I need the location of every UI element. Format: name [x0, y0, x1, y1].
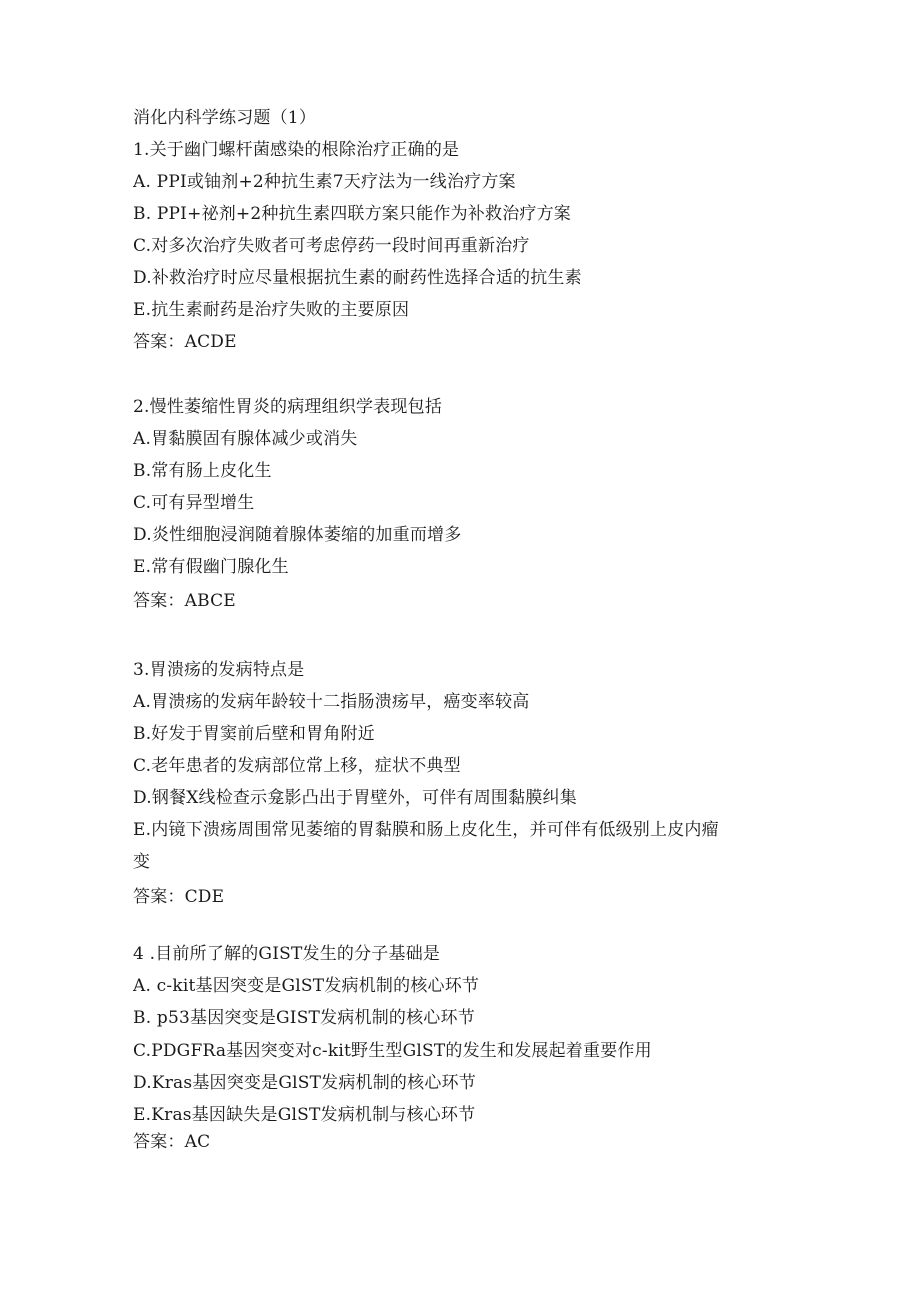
question-4-option-b: B. p53基因突变是GIST发病机制的核心环节 [133, 1008, 475, 1028]
question-2-option-c: C.可有异型增生 [133, 493, 255, 513]
question-1-option-b: B. PPI+祕剂+2种抗生素四联方案只能作为补救治疗方案 [133, 204, 571, 224]
question-1-answer: 答案：ACDE [133, 332, 237, 352]
question-3-answer: 答案：CDE [133, 887, 225, 907]
question-2-option-d: D.炎性细胞浸润随着腺体萎缩的加重而增多 [133, 525, 462, 545]
document-title: 消化内科学练习题（1） [133, 108, 317, 128]
question-4-stem: 4 .目前所了解的GIST发生的分子基础是 [133, 944, 441, 964]
question-4-option-a: A. c-kit基因突变是GlST发病机制的核心环节 [133, 976, 480, 996]
question-4-option-c: C.PDGFRa基因突变对c-kit野生型GlST的发生和发展起着重要作用 [133, 1041, 652, 1061]
question-1-option-d: D.补救治疗时应尽量根据抗生素的耐药性选择合适的抗生素 [133, 268, 582, 288]
question-3-option-e: E.内镜下溃疡周围常见萎缩的胃黏膜和肠上皮化生，并可伴有低级别上皮内瘤 [133, 820, 719, 840]
question-4-answer: 答案：AC [133, 1132, 211, 1152]
question-3-option-a: A.胃溃疡的发病年龄较十二指肠溃疡早，癌变率较高 [133, 692, 530, 712]
question-2-answer: 答案：ABCE [133, 591, 236, 611]
question-2-option-b: B.常有肠上皮化生 [133, 461, 272, 481]
question-3-option-e-continued: 变 [133, 852, 151, 872]
question-1-stem: 1.关于幽门螺杆菌感染的根除治疗正确的是 [133, 140, 460, 160]
question-3-option-b: B.好发于胃窦前后壁和胃角附近 [133, 724, 375, 744]
question-1-option-c: C.对多次治疗失败者可考虑停药一段时间再重新治疗 [133, 236, 530, 256]
question-3-option-c: C.老年患者的发病部位常上移，症状不典型 [133, 756, 461, 776]
question-4-option-e: E.Kras基因缺失是GlST发病机制与核心环节 [133, 1105, 476, 1125]
question-2-option-e: E.常有假幽门腺化生 [133, 557, 289, 577]
question-3-option-d: D.钢餐X线检查示龛影凸出于胃壁外，可伴有周围黏膜纠集 [133, 788, 577, 808]
question-1-option-a: A. PPI或铀剂+2种抗生素7天疗法为一线治疗方案 [133, 172, 516, 192]
question-3-stem: 3.胃溃疡的发病特点是 [133, 660, 305, 680]
question-4-option-d: D.Kras基因突变是GlST发病机制的核心环节 [133, 1073, 476, 1093]
question-2-option-a: A.胃黏膜固有腺体减少或消失 [133, 429, 358, 449]
question-1-option-e: E.抗生素耐药是治疗失败的主要原因 [133, 300, 410, 320]
question-2-stem: 2.慢性萎缩性胃炎的病理组织学表现包括 [133, 397, 443, 417]
